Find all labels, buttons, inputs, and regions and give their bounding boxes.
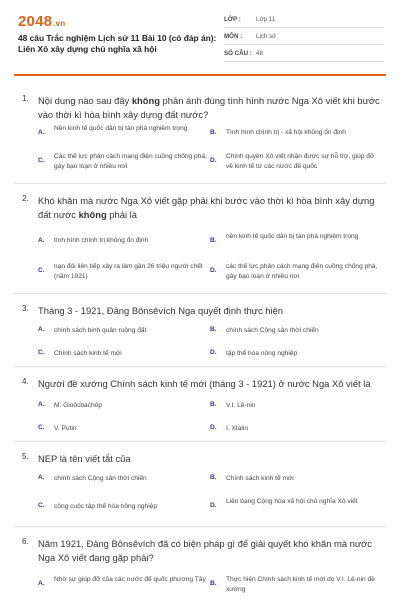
meta-row-count <box>224 46 384 62</box>
option-letter: A. <box>38 474 45 481</box>
meta-row-subject <box>224 29 384 45</box>
option-text: chính sách Cộng sản thời chiến <box>54 475 147 482</box>
logo-suffix: .vn <box>53 19 66 28</box>
meta-label: SỐ CÂU : <box>224 50 252 57</box>
option-letter: B. <box>210 474 217 481</box>
option-letter: B. <box>210 580 217 587</box>
option-letter: B. <box>210 237 217 244</box>
option-text: Các thế lực phản cách mạng điên cuồng chống phá, gây bạo loạn ở nhiều nơi <box>54 153 207 170</box>
question-divider <box>14 526 386 527</box>
question-text: Tháng 3 - 1921, Đảng Bônsêvích Nga quyết định thực hiện <box>38 305 283 316</box>
option-letter: A. <box>38 237 45 244</box>
option-letter: C. <box>38 267 45 274</box>
page-header <box>0 0 400 72</box>
meta-label: MÔN : <box>224 33 243 40</box>
option-letter: A. <box>38 129 45 136</box>
option-text: V. Putin <box>54 425 77 432</box>
option-letter: B. <box>210 129 217 136</box>
meta-value: Lịch sử <box>256 33 277 40</box>
option-text: Nền kinh tế quốc dân bị tàn phá nghiêm trọng <box>54 125 188 132</box>
option-letter: A. <box>38 401 45 408</box>
option-letter: C. <box>38 349 45 356</box>
option-letter: B. <box>210 326 217 333</box>
option-letter: C. <box>38 424 45 431</box>
option-letter: D. <box>210 349 217 356</box>
question-text: Nội dung nào sau đây không phản ánh đúng tình hình nước Nga Xô viết khi bước vào thời kì hòa bình xây dựng đất nước? <box>38 95 380 120</box>
document-meta <box>224 12 384 63</box>
option-letter: C. <box>38 502 45 509</box>
option-text: nền kinh tế quốc dân bị tàn phá nghiêm trọng <box>226 233 359 240</box>
question-text: Khó khăn mà nước Nga Xô viết gặp phải khi bước vào thời kì hòa bình xây dựng đất nước không phải là <box>38 195 375 220</box>
question-number: 6. <box>22 537 29 546</box>
question-divider <box>14 293 386 294</box>
meta-label: LỚP : <box>224 16 241 23</box>
option-text: chính sách binh quân ruộng đất <box>54 327 147 334</box>
question-number: 5. <box>22 452 29 461</box>
option-letter: D. <box>210 267 217 274</box>
option-text: các thế lực phản cách mạng điên cuồng chống phá, gây bạo loạn ở nhiều nơi <box>226 263 378 280</box>
document-title: 48 câu Trắc nghiệm Lịch sử 11 Bài 10 (có đáp án): Liên Xô xây dựng chủ nghĩa xã hội <box>18 33 217 54</box>
logo-main: 2048 <box>18 13 53 30</box>
question-divider <box>14 441 386 442</box>
question-text: Năm 1921, Đảng Bônsêvích đã có biện pháp gì để giải quyết khó khăn mà nước Nga Xô viết đang gặp phải? <box>38 538 372 563</box>
question-divider <box>14 183 386 184</box>
option-letter: B. <box>210 401 217 408</box>
question-divider <box>14 366 386 367</box>
option-text: I. Xtalin <box>226 425 248 432</box>
option-text: nạn đói liên tiếp xảy ra làm gần 26 triệu người chết (năm 1921) <box>54 263 203 280</box>
option-text: công cuộc tập thể hóa nông nghiệp <box>54 503 158 510</box>
question-number: 4. <box>22 377 29 386</box>
option-text: Chính sách kinh tế mới <box>54 350 122 357</box>
option-text: tình hình chính trị không ổn định <box>54 237 149 244</box>
option-text: V.I. Lê-nin <box>226 402 256 409</box>
option-text: M. Gioócbachốp <box>54 402 103 409</box>
site-logo[interactable] <box>18 13 65 30</box>
meta-value: 48 <box>256 50 263 57</box>
option-letter: A. <box>38 326 45 333</box>
question-text: Người đề xướng Chính sách kinh tế mới (tháng 3 - 1921) ở nước Nga Xô viết là <box>38 378 371 389</box>
option-letter: D. <box>210 502 217 509</box>
option-text: chính sách Cộng sản thời chiến <box>226 327 319 334</box>
question-text: NEP là tên viết tắt của <box>38 453 131 464</box>
question-number: 2. <box>22 194 29 203</box>
option-text: Liên bang Cộng hòa xã hội chủ nghĩa Xô viết <box>226 498 358 505</box>
meta-row-class <box>224 12 384 28</box>
option-text: Thực hiện Chính sách kinh tế mới do V.I. Lê-nin đề xướng <box>226 576 375 593</box>
header-divider <box>14 74 386 76</box>
option-text: Chính quyền Xô viết nhận được sự hỗ trợ, giúp đỡ về kinh tế từ các nước đế quốc <box>226 153 375 170</box>
option-text: tập thể hóa nông nghiệp <box>226 350 298 357</box>
option-letter: C. <box>38 157 45 164</box>
option-letter: D. <box>210 424 217 431</box>
meta-value: Lớp 11 <box>256 16 276 23</box>
option-text: Tình hình chính trị - xã hội không ổn định <box>226 129 346 136</box>
option-text: Chính sách kinh tế mới <box>226 475 294 482</box>
question-number: 3. <box>22 304 29 313</box>
option-letter: A. <box>38 580 45 587</box>
option-letter: D. <box>210 157 217 164</box>
option-text: Nhờ sự giúp đỡ của các nước đế quốc phương Tây <box>54 576 206 583</box>
question-number: 1. <box>22 94 29 103</box>
